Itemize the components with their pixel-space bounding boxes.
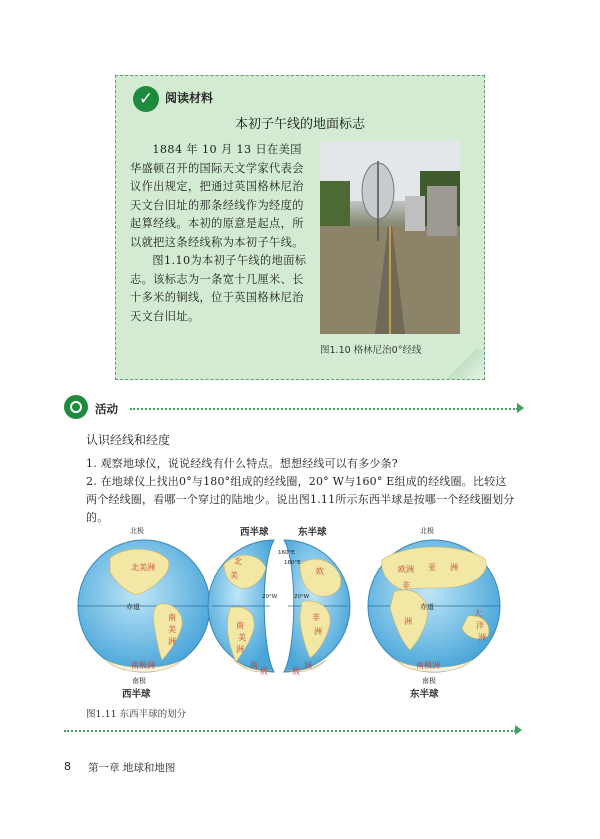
globe3-continent-asia-1: 亚 [428, 563, 436, 572]
globe1-continent-sa-3: 洲 [168, 637, 176, 646]
globe-split [208, 540, 350, 672]
globe3-continent-africa-1: 非 [402, 581, 410, 590]
bottom-divider [64, 730, 516, 732]
globe1-continent-north-america: 北美洲 [131, 563, 155, 572]
globe2-label-3: 美 [238, 633, 246, 642]
globe2-meridian-160e: 160°E [278, 550, 295, 556]
page-fold [440, 349, 484, 379]
globe1-continent-antarctica: 南极洲 [131, 661, 155, 670]
globe3-continent-europe: 欧洲 [398, 565, 414, 574]
globe3-equator-label: 赤道 [420, 603, 434, 611]
globe3-continent-antarctica: 南极洲 [416, 661, 440, 670]
hemisphere-figure [64, 520, 520, 700]
globe2-meridian-160e-b: 160°E [284, 560, 301, 566]
globe2-east-title: 东半球 [298, 527, 327, 538]
globe3-continent-africa-2: 洲 [404, 617, 412, 626]
reading-paragraph-2: 图1.10为本初子午线的地面标志。该标志为一条宽十几厘米、长十多米的铜线，位于英国格林尼治天文台旧址。 [130, 254, 307, 323]
globe1-continent-sa-2: 美 [168, 625, 176, 634]
figure-caption: 图1.11 东西半球的划分 [86, 709, 187, 720]
chapter-title: 第一章 地球和地图 [88, 762, 176, 774]
reading-paragraph-1: 1884 年 10 月 13 日在美国华盛顿召开的国际天文学家代表会议作出规定，把通过英国格林尼治天文台旧址的那条经线作为经度的起算经线。本初的原意是起点，所以就把这条经线称为本初子午线。 [130, 143, 304, 249]
globe2-label-0: 北 [234, 557, 242, 566]
activity-label: 活动 [95, 402, 118, 416]
globe1-south-label: 南极 [132, 677, 146, 685]
globe3-south-label: 南极 [422, 677, 436, 685]
globe1-equator-label: 赤道 [126, 603, 140, 611]
globe2-label-4: 洲 [236, 645, 244, 654]
globe3-hemisphere-name: 东半球 [410, 689, 439, 700]
globe2-label-7: 欧 [316, 567, 324, 576]
globe2-label-2: 南 [236, 621, 244, 630]
greenwich-meridian-photo [320, 141, 460, 334]
globe3-continent-asia-2: 洲 [450, 563, 458, 572]
globe-western [78, 540, 210, 672]
activity-divider [130, 408, 518, 410]
globe2-label-1: 美 [230, 571, 238, 580]
globe2-label-11: 洲 [304, 661, 312, 670]
activity-heading: 认识经线和经度 [86, 433, 171, 447]
activity-item-1: 1. 观察地球仪，说说经线有什么特点。想想经线可以有多少条? [86, 457, 398, 470]
globe1-north-label: 北极 [130, 527, 144, 535]
globe-eastern [368, 540, 500, 672]
reading-text [130, 141, 308, 326]
globe3-continent-oceania-2: 洋 [476, 621, 484, 630]
globe3-north-label: 北极 [420, 527, 434, 535]
arrow-right-icon [515, 725, 522, 735]
globe2-label-6: 极 [260, 667, 268, 676]
globe2-meridian-20w-a: 20°W [262, 594, 278, 600]
photo-caption: 图1.10 格林尼治0°经线 [320, 345, 422, 356]
globe2-label-9: 洲 [314, 627, 322, 636]
globe2-meridian-20w-b: 20°W [294, 594, 310, 600]
reading-title: 本初子午线的地面标志 [234, 117, 365, 132]
arrow-right-icon [517, 403, 524, 413]
page-number: 8 [64, 760, 71, 773]
globe3-continent-oceania-3: 洲 [478, 633, 486, 642]
activity-body [86, 455, 516, 527]
globe3-continent-oceania-1: 大 [474, 609, 482, 618]
globe1-hemisphere-name: 西半球 [122, 689, 151, 700]
activity-item-2: 2. 在地球仪上找出0°与180°组成的经线圈，20° W与160° E组成的经线圈。比较这两个经线圈，看哪一个穿过的陆地少。说出图1.11所示东西半球是按哪一个经线圈划分的。 [86, 475, 515, 524]
activity-icon-ring [70, 401, 82, 413]
globe2-label-8: 非 [312, 613, 320, 622]
globe1-continent-sa-1: 南 [168, 613, 176, 622]
checkmark-icon: ✓ [133, 86, 159, 112]
reading-label: 阅读材料 [165, 91, 214, 105]
globe2-label-5: 南 [250, 661, 258, 670]
globe2-west-title: 西半球 [240, 527, 269, 538]
globe2-label-10: 极 [292, 667, 300, 676]
